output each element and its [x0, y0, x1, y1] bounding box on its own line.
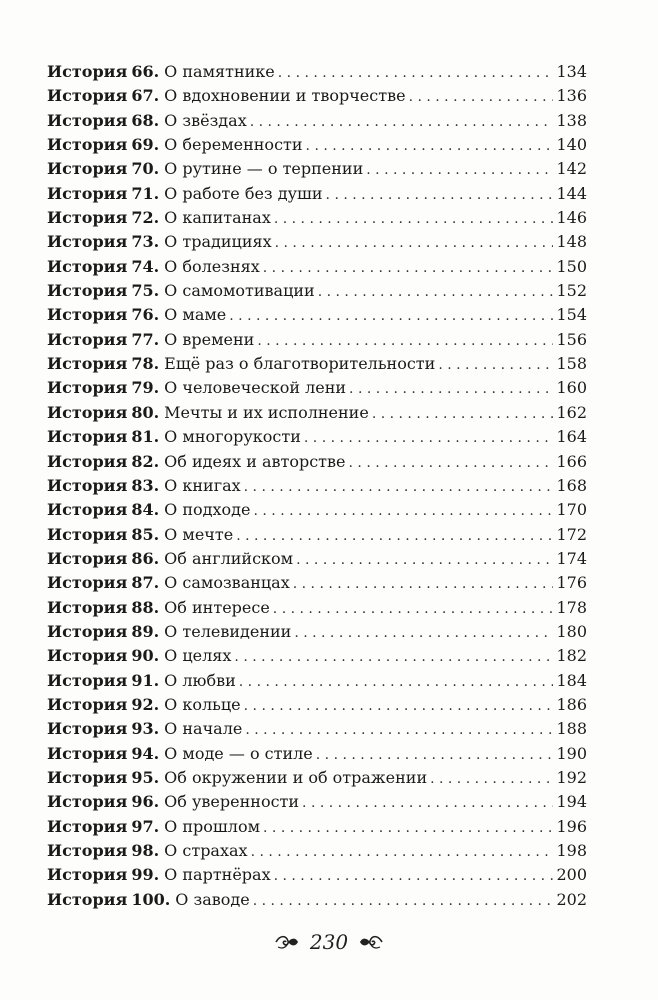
toc-entry — [47, 157, 587, 181]
toc-entry — [47, 596, 587, 620]
toc-entry-title: Об окружении и об отражении — [164, 767, 428, 787]
toc-entry — [47, 401, 587, 425]
toc-entry-page: 172 — [556, 524, 587, 544]
toc-entry-page: 192 — [556, 767, 587, 787]
toc-entry-page: 154 — [556, 305, 587, 325]
toc-leader-dots — [349, 451, 554, 475]
toc-entry-number: 77. — [131, 329, 160, 349]
toc-entry-title: Ещё раз о благотворительности — [164, 354, 436, 374]
toc-entry — [47, 60, 587, 84]
toc-entry-page: 144 — [556, 183, 587, 203]
toc-entry-page: 178 — [556, 597, 587, 617]
toc-entry-page: 138 — [556, 110, 587, 130]
toc-leader-dots — [234, 645, 553, 669]
toc-entry — [47, 474, 587, 498]
toc-leader-dots — [275, 231, 554, 255]
toc-entry — [47, 450, 587, 474]
toc-entry-label: История — [47, 865, 128, 885]
toc-entry-number: 98. — [131, 841, 160, 860]
toc-entry — [47, 84, 587, 108]
toc-entry-label: История — [47, 232, 128, 252]
toc-leader-dots — [253, 889, 554, 913]
toc-entry-page: 200 — [556, 865, 587, 885]
toc-entry-label: История — [47, 110, 128, 130]
toc-entry-title: О страхах — [164, 841, 248, 860]
toc-entry-title: О целях — [164, 646, 232, 666]
toc-leader-dots — [245, 718, 553, 742]
toc-entry-number: 68. — [131, 110, 160, 130]
toc-leader-dots — [239, 670, 554, 694]
toc-entry — [47, 303, 587, 327]
toc-entry-label: История — [47, 597, 128, 617]
toc-entry — [47, 182, 587, 206]
toc-entry-title: О традициях — [164, 232, 272, 252]
toc-entry-number: 99. — [131, 865, 160, 885]
toc-entry — [47, 839, 587, 863]
toc-entry-number: 82. — [131, 451, 160, 471]
toc-entry — [47, 669, 587, 693]
toc-entry-number: 75. — [131, 281, 160, 301]
toc-entry-label: История — [47, 62, 128, 81]
toc-entry-number: 96. — [131, 792, 160, 812]
toc-entry — [47, 888, 587, 912]
toc-entry-label: История — [47, 743, 128, 763]
toc-leader-dots — [278, 61, 554, 85]
toc-entry-page: 164 — [556, 427, 587, 447]
toc-entry-label: История — [47, 889, 128, 909]
toc-entry-page: 148 — [556, 232, 587, 252]
toc-entry-number: 69. — [131, 135, 160, 155]
toc-entry-number: 78. — [131, 354, 160, 374]
toc-leader-dots — [274, 864, 554, 888]
toc-entry-number: 84. — [131, 500, 160, 520]
toc-entry — [47, 376, 587, 400]
toc-entry-title: О самозванцах — [164, 573, 290, 593]
toc-entry-number: 71. — [131, 183, 160, 203]
toc-leader-dots — [244, 694, 554, 718]
toc-entry-title: О капитанах — [164, 208, 271, 228]
toc-entry-page: 184 — [556, 670, 587, 690]
toc-entry-title: О телевидении — [164, 621, 292, 641]
toc-entry-title: О рутине — о терпении — [164, 159, 364, 179]
toc-entry-page: 198 — [556, 841, 587, 860]
toc-leader-dots — [244, 475, 554, 499]
page-number: 230 — [309, 930, 349, 954]
toc-leader-dots — [302, 791, 553, 815]
toc-entry-page: 176 — [556, 573, 587, 593]
toc-entry-number: 67. — [131, 86, 160, 106]
table-of-contents — [47, 60, 587, 912]
toc-leader-dots — [257, 329, 553, 353]
toc-entry-title: О подходе — [164, 500, 251, 520]
toc-entry-title: О болезнях — [164, 256, 260, 276]
toc-leader-dots — [304, 426, 554, 450]
toc-entry-page: 156 — [556, 329, 587, 349]
toc-entry-title: О начале — [164, 719, 243, 739]
toc-entry-title: Об английском — [164, 548, 294, 568]
toc-entry-page: 142 — [556, 159, 587, 179]
toc-entry-title: О вдохновении и творчестве — [164, 86, 406, 106]
toc-entry-page: 162 — [556, 402, 587, 422]
toc-entry — [47, 766, 587, 790]
toc-entry-number: 88. — [131, 597, 160, 617]
toc-entry-title: О времени — [164, 329, 255, 349]
toc-entry-title: О человеческой лени — [164, 378, 347, 398]
toc-entry-label: История — [47, 816, 128, 836]
toc-entry-label: История — [47, 621, 128, 641]
toc-entry-number: 83. — [131, 475, 160, 495]
toc-entry-label: История — [47, 841, 128, 860]
toc-entry-page: 202 — [556, 889, 587, 909]
toc-leader-dots — [236, 524, 553, 548]
toc-entry-page: 158 — [556, 354, 587, 374]
toc-entry — [47, 133, 587, 157]
toc-entry-page: 188 — [556, 719, 587, 739]
toc-entry-label: История — [47, 792, 128, 812]
toc-entry-number: 85. — [131, 524, 160, 544]
toc-entry-title: Об идеях и авторстве — [164, 451, 346, 471]
toc-leader-dots — [366, 158, 553, 182]
toc-entry-page: 174 — [556, 548, 587, 568]
toc-entry — [47, 790, 587, 814]
toc-entry-page: 134 — [556, 62, 587, 81]
toc-leader-dots — [296, 548, 553, 572]
toc-entry-page: 196 — [556, 816, 587, 836]
toc-entry — [47, 255, 587, 279]
toc-entry-title: О звёздах — [164, 110, 247, 130]
toc-entry — [47, 352, 587, 376]
toc-entry-label: История — [47, 86, 128, 106]
toc-leader-dots — [438, 353, 553, 377]
toc-entry-title: О мечте — [164, 524, 234, 544]
toc-entry-title: О моде — о стиле — [164, 743, 313, 763]
toc-entry — [47, 498, 587, 522]
toc-entry — [47, 425, 587, 449]
toc-entry — [47, 279, 587, 303]
toc-entry — [47, 523, 587, 547]
toc-entry — [47, 863, 587, 887]
toc-entry — [47, 693, 587, 717]
toc-entry-number: 81. — [131, 427, 160, 447]
toc-entry — [47, 742, 587, 766]
toc-entry-number: 70. — [131, 159, 160, 179]
toc-entry — [47, 571, 587, 595]
fleuron-right-icon — [358, 933, 384, 951]
toc-entry-title: О многорукости — [164, 427, 301, 447]
toc-entry-page: 168 — [556, 475, 587, 495]
toc-entry-page: 160 — [556, 378, 587, 398]
toc-entry — [47, 230, 587, 254]
toc-entry-number: 87. — [131, 573, 160, 593]
toc-entry-label: История — [47, 573, 128, 593]
toc-entry-page: 190 — [556, 743, 587, 763]
toc-entry — [47, 815, 587, 839]
toc-entry-label: История — [47, 500, 128, 520]
toc-leader-dots — [372, 402, 554, 426]
toc-leader-dots — [254, 499, 554, 523]
toc-entry — [47, 644, 587, 668]
toc-entry-page: 186 — [556, 694, 587, 714]
toc-leader-dots — [251, 840, 554, 864]
toc-entry-title: О прошлом — [164, 816, 261, 836]
toc-entry-label: История — [47, 159, 128, 179]
toc-entry-page: 152 — [556, 281, 587, 301]
toc-entry-title: О самомотивации — [164, 281, 315, 301]
toc-entry-label: История — [47, 427, 128, 447]
toc-entry — [47, 328, 587, 352]
toc-entry-number: 73. — [131, 232, 160, 252]
toc-leader-dots — [318, 280, 554, 304]
toc-entry-label: История — [47, 256, 128, 276]
toc-entry — [47, 620, 587, 644]
toc-entry-title: О книгах — [164, 475, 241, 495]
toc-entry-number: 86. — [131, 548, 160, 568]
toc-entry — [47, 206, 587, 230]
toc-entry-number: 97. — [131, 816, 160, 836]
toc-entry-label: История — [47, 354, 128, 374]
toc-entry-number: 66. — [131, 62, 160, 81]
toc-leader-dots — [430, 767, 553, 791]
toc-leader-dots — [294, 621, 553, 645]
toc-entry-title: О работе без души — [164, 183, 323, 203]
toc-entry-number: 74. — [131, 256, 160, 276]
toc-entry-title: Об интересе — [164, 597, 270, 617]
toc-entry-label: История — [47, 208, 128, 228]
toc-entry-page: 180 — [556, 621, 587, 641]
toc-entry-title: О памятнике — [164, 62, 275, 81]
toc-entry-label: История — [47, 548, 128, 568]
toc-entry-label: История — [47, 329, 128, 349]
toc-entry-label: История — [47, 281, 128, 301]
toc-entry-title: Мечты и их исполнение — [164, 402, 369, 422]
toc-leader-dots — [229, 304, 553, 328]
toc-entry-number: 93. — [131, 719, 160, 739]
toc-entry-page: 194 — [556, 792, 587, 812]
toc-leader-dots — [326, 183, 554, 207]
toc-entry-number: 92. — [131, 694, 160, 714]
toc-leader-dots — [349, 377, 553, 401]
toc-entry-number: 90. — [131, 646, 160, 666]
toc-entry-label: История — [47, 694, 128, 714]
toc-entry — [47, 547, 587, 571]
toc-leader-dots — [409, 85, 554, 109]
toc-leader-dots — [293, 572, 554, 596]
toc-entry-page: 136 — [556, 86, 587, 106]
toc-entry-page: 170 — [556, 500, 587, 520]
toc-entry-title: О партнёрах — [164, 865, 271, 885]
toc-entry-number: 91. — [131, 670, 160, 690]
toc-entry-label: История — [47, 524, 128, 544]
toc-entry-label: История — [47, 305, 128, 325]
toc-entry-title: О маме — [164, 305, 227, 325]
toc-entry-page: 166 — [556, 451, 587, 471]
toc-entry-label: История — [47, 451, 128, 471]
toc-leader-dots — [273, 597, 554, 621]
toc-entry-number: 94. — [131, 743, 160, 763]
toc-entry-page: 182 — [556, 646, 587, 666]
toc-entry-page: 150 — [556, 256, 587, 276]
toc-entry-number: 100. — [131, 889, 171, 909]
toc-entry-label: История — [47, 767, 128, 787]
toc-entry-number: 79. — [131, 378, 160, 398]
toc-leader-dots — [263, 816, 553, 840]
toc-leader-dots — [316, 743, 554, 767]
toc-leader-dots — [263, 256, 554, 280]
fleuron-left-icon — [274, 933, 300, 951]
toc-entry-title: О кольце — [164, 694, 241, 714]
toc-entry-label: История — [47, 402, 128, 422]
page-footer — [0, 930, 658, 954]
toc-entry-number: 76. — [131, 305, 160, 325]
toc-entry-number: 95. — [131, 767, 160, 787]
toc-entry-label: История — [47, 378, 128, 398]
toc-entry-number: 89. — [131, 621, 160, 641]
toc-entry-title: О беременности — [164, 135, 303, 155]
toc-entry-page: 146 — [556, 208, 587, 228]
toc-entry-label: История — [47, 719, 128, 739]
toc-entry-label: История — [47, 670, 128, 690]
toc-leader-dots — [250, 110, 554, 134]
toc-entry-label: История — [47, 475, 128, 495]
toc-entry-label: История — [47, 646, 128, 666]
toc-entry-page: 140 — [556, 135, 587, 155]
toc-leader-dots — [306, 134, 554, 158]
toc-entry — [47, 109, 587, 133]
toc-leader-dots — [274, 207, 554, 231]
toc-entry-label: История — [47, 183, 128, 203]
toc-entry-label: История — [47, 135, 128, 155]
toc-entry-number: 72. — [131, 208, 160, 228]
toc-entry-title: Об уверенности — [164, 792, 300, 812]
toc-entry-number: 80. — [131, 402, 160, 422]
toc-entry — [47, 717, 587, 741]
toc-entry-title: О заводе — [175, 889, 250, 909]
toc-entry-title: О любви — [164, 670, 236, 690]
